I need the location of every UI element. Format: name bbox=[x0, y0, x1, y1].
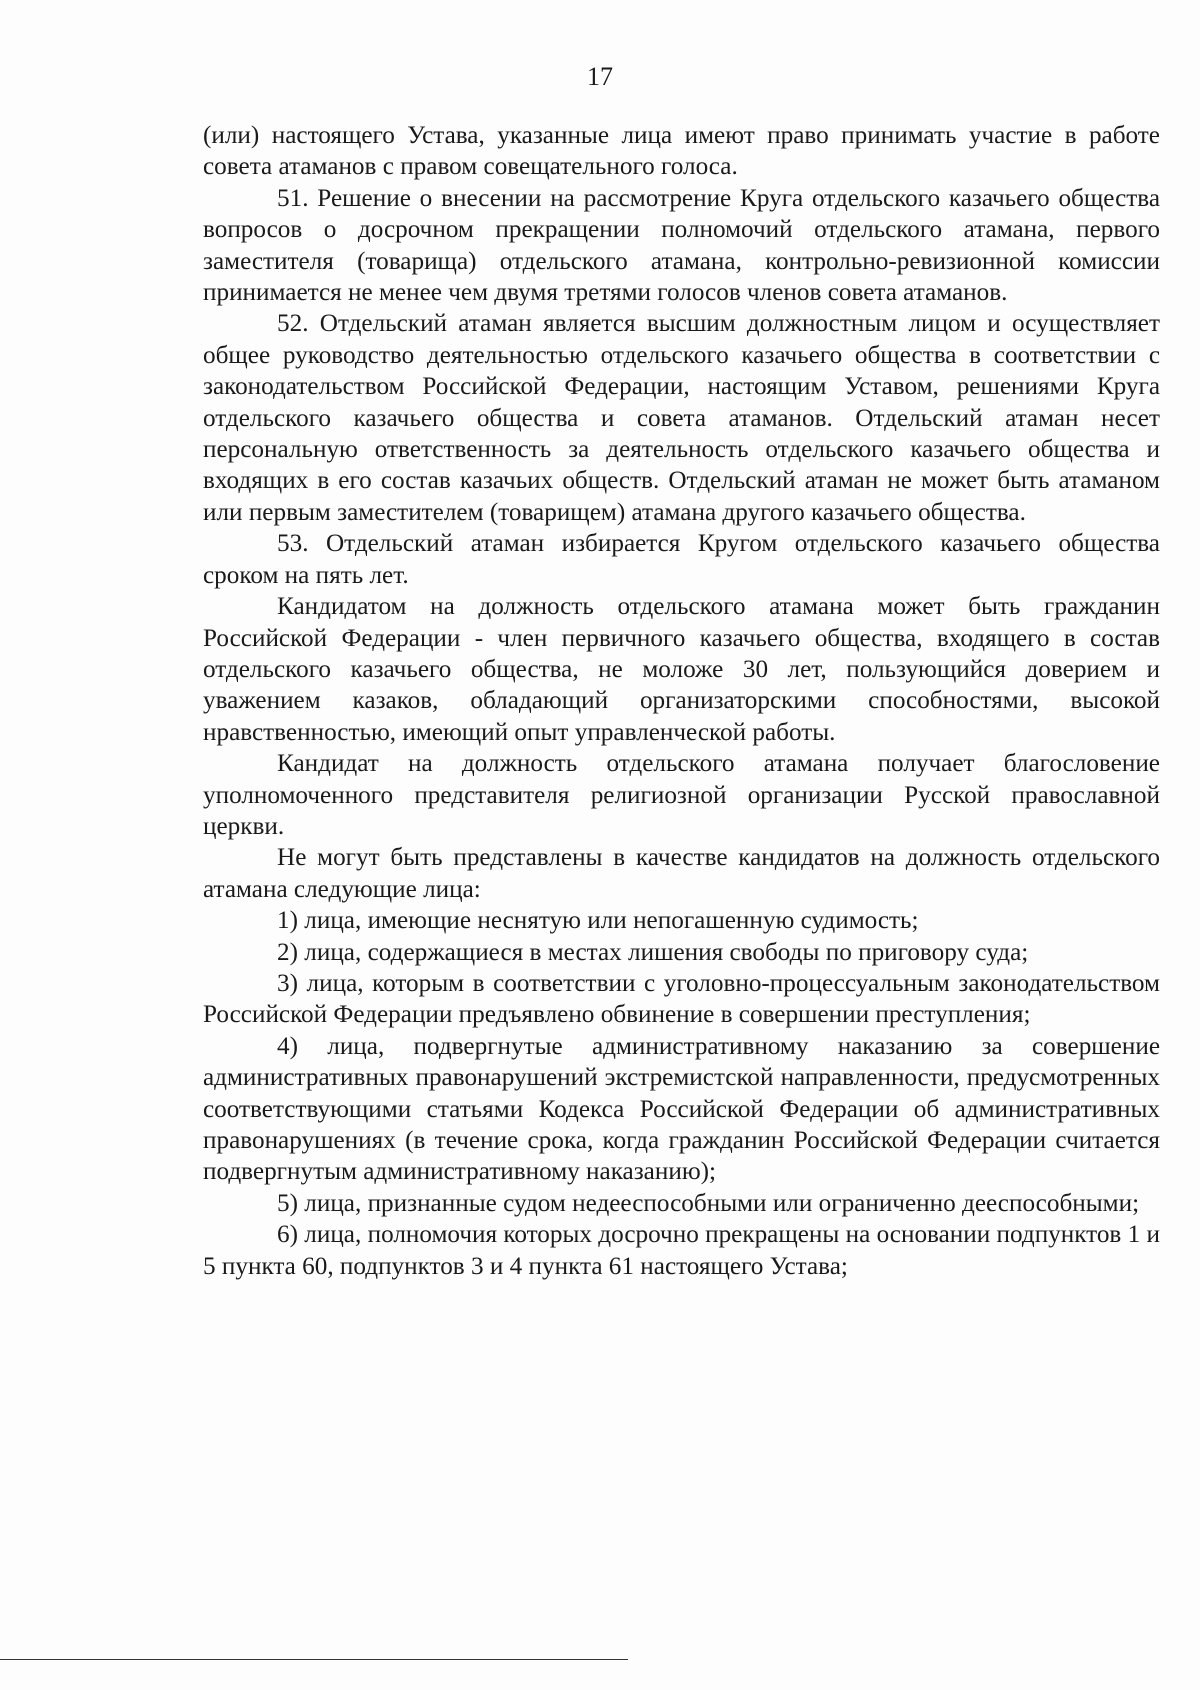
paragraph-item-52: 52. Отдельский атаман является высшим должностным лицом и осуществляет общее руководство деятельностью отдельского казачьего общества в соответствии с законодательством Российской Федерации, настоящим Уставом, решениями Круга отдельского казачьего общества и совета атаманов. Отдельский атаман несет персональную ответственность за деятельность отдельского казачьего общества и входящих в его состав казачьих обществ. Отдельский атаман не может быть атаманом или первым заместителем (товарищем) атамана другого казачьего общества. bbox=[203, 310, 1160, 526]
document-body bbox=[203, 120, 1160, 1282]
list-item: 4) лица, подвергнутые административному наказанию за совершение административных правонарушений экстремистской направленности, предусмотренных соответствующими статьями Кодекса Российской Федерации об административных правонарушениях (в течение срока, когда гражданин Российской Федерации считается подвергнутым административному наказанию); bbox=[203, 1032, 1160, 1186]
list-item: 2) лица, содержащиеся в местах лишения свободы по приговору суда; bbox=[277, 938, 1029, 966]
list-item: 5) лица, признанные судом недееспособными или ограниченно дееспособными; bbox=[277, 1189, 1140, 1217]
list-item: 1) лица, имеющие неснятую или непогашенную судимость; bbox=[277, 907, 919, 935]
list-item: 6) лица, полномочия которых досрочно прекращены на основании подпунктов 1 и 5 пункта 60, подпунктов 3 и 4 пункта 61 настоящего Устава; bbox=[203, 1221, 1160, 1280]
footer-divider bbox=[0, 1659, 628, 1660]
paragraph: Не могут быть представлены в качестве кандидатов на должность отдельского атамана следующие лица: bbox=[203, 844, 1160, 903]
page-number: 17 bbox=[587, 62, 613, 91]
paragraph: Кандидатом на должность отдельского атамана может быть гражданин Российской Федерации - член первичного казачьего общества, входящего в состав отдельского казачьего общества, не моложе 30 лет, пользующийся доверием и уважением казаков, обладающий организаторскими способностями, высокой нравственностью, имеющий опыт управленческой работы. bbox=[203, 593, 1160, 746]
paragraph-item-53: 53. Отдельский атаман избирается Кругом отдельского казачьего общества сроком на пять лет. bbox=[203, 530, 1160, 589]
list-item: 3) лица, которым в соответствии с уголовно-процессуальным законодательством Российской Федерации предъявлено обвинение в совершении преступления; bbox=[203, 969, 1160, 1029]
paragraph: Кандидат на должность отдельского атамана получает благословение уполномоченного представителя религиозной организации Русской православной церкви. bbox=[203, 750, 1160, 840]
paragraph-item-51: 51. Решение о внесении на рассмотрение Круга отдельского казачьего общества вопросов о досрочном прекращении полномочий отдельского атамана, первого заместителя (товарища) отдельского атамана, контрольно-ревизионной комиссии принимается не менее чем двумя третями голосов членов совета атаманов. bbox=[203, 184, 1160, 307]
paragraph: (или) настоящего Устава, указанные лица имеют право принимать участие в работе совета атаманов с правом совещательного голоса. bbox=[203, 122, 1160, 181]
